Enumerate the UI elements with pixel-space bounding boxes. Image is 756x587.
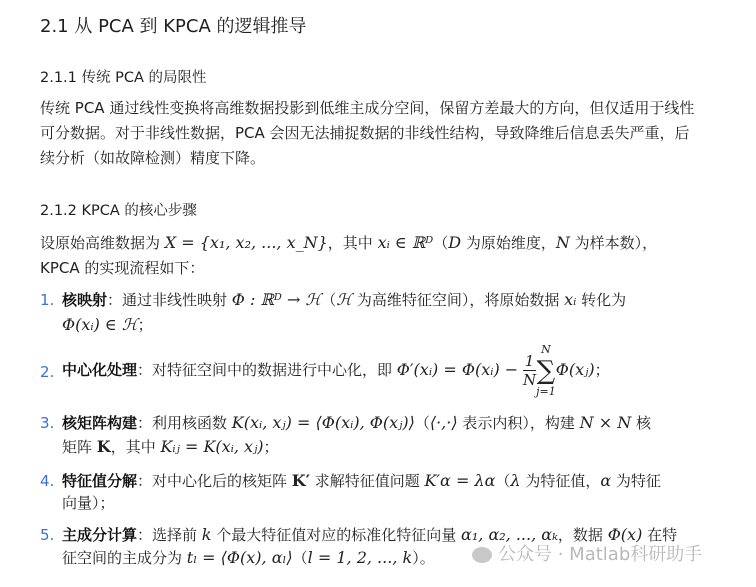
summation: N ∑ j=1	[536, 342, 556, 398]
list-item-kernel-matrix: 核矩阵构建：利用核函数 K(xᵢ, xⱼ) = ⟨Φ(xᵢ), Φ(xⱼ)⟩（⟨·,·⟩ 表示内积），构建 N × N 核	[62, 413, 651, 432]
list-item-principal-components: 主成分计算：选择前 k 个最大特征值对应的标准化特征向量 α₁, α₂, ..., αₖ，数据 Φ(x) 在特	[62, 525, 678, 544]
list-number: 2.	[40, 363, 55, 381]
paragraph-line: 可分数据。对于非线性数据，PCA 会因无法捕捉数据的非线性结构，导致降维后信息丢失严重，后	[40, 124, 690, 142]
list-number: 1.	[40, 291, 55, 309]
intro-line: 设原始高维数据为 X = {x₁, x₂, ..., x_N}，其中 xᵢ ∈ ℝᴰ（D 为原始维度，N 为样本数），	[40, 233, 658, 252]
subsection-heading-steps: 2.1.2 KPCA 的核心步骤	[40, 203, 197, 219]
list-number: 5.	[40, 526, 55, 544]
list-item-kernel-mapping: 核映射：通过非线性映射 Φ : ℝᴰ → ℋ（ℋ 为高维特征空间），将原始数据 xᵢ 转化为	[62, 290, 627, 309]
list-item-eigen-decomposition: 特征值分解：对中心化后的核矩阵 K′ 求解特征值问题 K′α = λα（λ 为特征值，α 为特征	[62, 471, 661, 490]
list-number: 4.	[40, 472, 55, 490]
list-item-centering: 中心化处理：对特征空间中的数据进行中心化，即 Φ′(xᵢ) = Φ(xᵢ) − $\frac{1}{N}$ N ∑ j=1 Φ(xⱼ)；	[62, 342, 610, 398]
intro-line: KPCA 的实现流程如下：	[40, 259, 205, 277]
paragraph-line: 续分析（如故障检测）精度下降。	[40, 149, 266, 167]
list-item-continuation: 征空间的主成分为 tₗ = ⟨Φ(x), αₗ⟩（l = 1, 2, ..., k）。	[62, 548, 435, 567]
subsection-heading-limitations: 2.1.1 传统 PCA 的局限性	[40, 70, 207, 86]
list-number: 3.	[40, 414, 55, 432]
list-item-continuation: 矩阵 K，其中 Kᵢⱼ = K(xᵢ, xⱼ)；	[62, 437, 279, 456]
paragraph-line: 传统 PCA 通过线性变换将高维数据投影到低维主成分空间，保留方差最大的方向，但仅适用于线性	[40, 99, 695, 117]
fraction: $\frac{1}{N}$	[522, 352, 537, 389]
list-item-continuation: 向量）；	[62, 494, 115, 512]
list-item-continuation: Φ(xᵢ) ∈ ℋ；	[62, 315, 153, 334]
wechat-icon	[472, 547, 492, 563]
watermark: 公众号 · Matlab科研助手	[472, 540, 702, 566]
section-heading: 2.1 从 PCA 到 KPCA 的逻辑推导	[40, 16, 307, 37]
